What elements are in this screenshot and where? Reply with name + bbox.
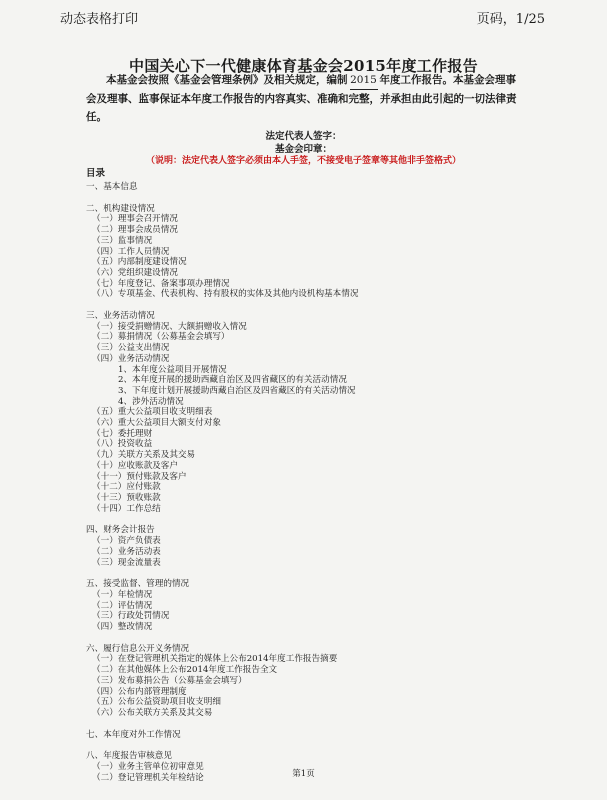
- toc-item: （三）行政处罚情况: [92, 611, 170, 622]
- toc-item: （一）年检情况: [92, 589, 153, 600]
- signature-instruction-note: （说明：法定代表人签字必须由本人手签，不接受电子签章等其他非手签格式）: [145, 156, 461, 166]
- toc-subitem: 3、下年度计划开展援助西藏自治区及四省藏区的有关活动情况: [118, 385, 356, 396]
- toc-item: （二）募捐情况（公募基金会填写）: [92, 332, 230, 343]
- toc-item: （九）关联方关系及其交易: [92, 450, 196, 461]
- toc-item: （一）资产负债表: [92, 536, 161, 547]
- toc-item: （八）投资收益: [92, 439, 153, 450]
- toc-item: （一）业务主管单位初审意见: [92, 762, 204, 773]
- toc-section: [86, 730, 556, 741]
- toc-item: （五）内部制度建设情况: [92, 257, 187, 268]
- toc-item: （十一）预付账款及客户: [92, 471, 187, 482]
- toc-item: （六）重大公益项目大额支付对象: [92, 418, 221, 429]
- intro-line-3: 任。: [86, 111, 107, 123]
- toc-subitem: 1、本年度公益项目开展情况: [118, 364, 227, 375]
- toc-item: （二）登记管理机关年检结论: [92, 772, 204, 783]
- toc-section: [86, 204, 556, 300]
- toc-section: [86, 311, 556, 514]
- toc-item: （三）监事情况: [92, 235, 153, 246]
- toc-section-title: 三、业务活动情况: [86, 311, 155, 322]
- toc-item: （七）委托理财: [92, 428, 153, 439]
- print-header-page-number: 页码，1/25: [476, 12, 545, 27]
- toc-item: （一）在登记管理机关指定的媒体上公布2014年度工作报告摘要: [92, 654, 338, 665]
- print-header-title: 动态表格打印: [60, 12, 139, 27]
- toc-item: （四）业务活动情况: [92, 353, 170, 364]
- toc-item: （十）应收账款及客户: [92, 460, 178, 471]
- toc-section-title: 六、履行信息公开义务情况: [86, 643, 190, 654]
- toc-section-title: 四、财务会计报告: [86, 525, 155, 536]
- toc-item: （四）整改情况: [92, 622, 153, 633]
- toc-item: （八）专项基金、代表机构、持有股权的实体及其他内设机构基本情况: [92, 289, 359, 300]
- toc-item: （五）重大公益项目收支明细表: [92, 407, 213, 418]
- foundation-seal-label: 基金会印章：: [274, 144, 332, 155]
- toc-heading: 目录: [86, 168, 106, 179]
- toc-item: （二）评估情况: [92, 600, 153, 611]
- toc-item: （十四）工作总结: [92, 503, 161, 514]
- report-year-field: 2015: [350, 71, 378, 90]
- toc-section: [86, 579, 556, 633]
- table-of-contents: [86, 182, 556, 783]
- intro-text-part2: 年度工作报告。本基金会理事: [379, 74, 516, 86]
- toc-item: （一）接受捐赠情况、大额捐赠收入情况: [92, 321, 247, 332]
- toc-section-title: 五、接受监督、管理的情况: [86, 579, 190, 590]
- intro-line-1: [86, 71, 526, 90]
- report-title: 中国关心下一代健康体育基金会2015年度工作报告: [129, 57, 478, 75]
- toc-item: （五）公布公益资助项目收支明细: [92, 697, 221, 708]
- intro-line-2: 会及理事、监事保证本年度工作报告的内容真实、准确和完整，并承担由此引起的一切法律责: [86, 93, 517, 105]
- toc-item: （七）年度登记、备案事项办理情况: [92, 278, 230, 289]
- toc-subitem: 2、本年度开展的援助西藏自治区及四省藏区的有关活动情况: [118, 375, 347, 386]
- toc-item: （十二）应付账款: [92, 482, 161, 493]
- toc-section-title: 八、年度报告审核意见: [86, 751, 172, 762]
- toc-item: （二）业务活动表: [92, 546, 161, 557]
- legal-representative-signature-label: 法定代表人签字：: [265, 131, 342, 142]
- toc-section-title: 七、本年度对外工作情况: [86, 729, 181, 740]
- toc-item: （四）公布内部管理制度: [92, 686, 187, 697]
- toc-section-title: 一、基本信息: [86, 182, 138, 192]
- toc-section-title: 二、机构建设情况: [86, 203, 155, 214]
- toc-item: （三）公益支出情况: [92, 343, 170, 354]
- page-footer: 第1页: [292, 769, 315, 779]
- toc-item: （三）发布募捐公告（公募基金会填写）: [92, 675, 247, 686]
- toc-item: （二）在其他媒体上公布2014年度工作报告全文: [92, 665, 278, 676]
- toc-item: （四）工作人员情况: [92, 246, 170, 257]
- toc-item: （十三）预收账款: [92, 492, 161, 503]
- toc-item: （二）理事会成员情况: [92, 225, 178, 236]
- toc-subitem: 4、涉外活动情况: [118, 396, 184, 407]
- toc-section: [86, 525, 556, 568]
- toc-section: [86, 182, 556, 193]
- toc-section: [86, 644, 556, 719]
- intro-text-part1: 本基金会按照《基金会管理条例》及相关规定，编制: [106, 74, 348, 86]
- toc-item: （六）党组织建设情况: [92, 267, 178, 278]
- toc-item: （六）公布关联方关系及其交易: [92, 707, 213, 718]
- toc-item: （一）理事会召开情况: [92, 214, 178, 225]
- toc-item: （三）现金流量表: [92, 557, 161, 568]
- intro-paragraph: [86, 71, 526, 126]
